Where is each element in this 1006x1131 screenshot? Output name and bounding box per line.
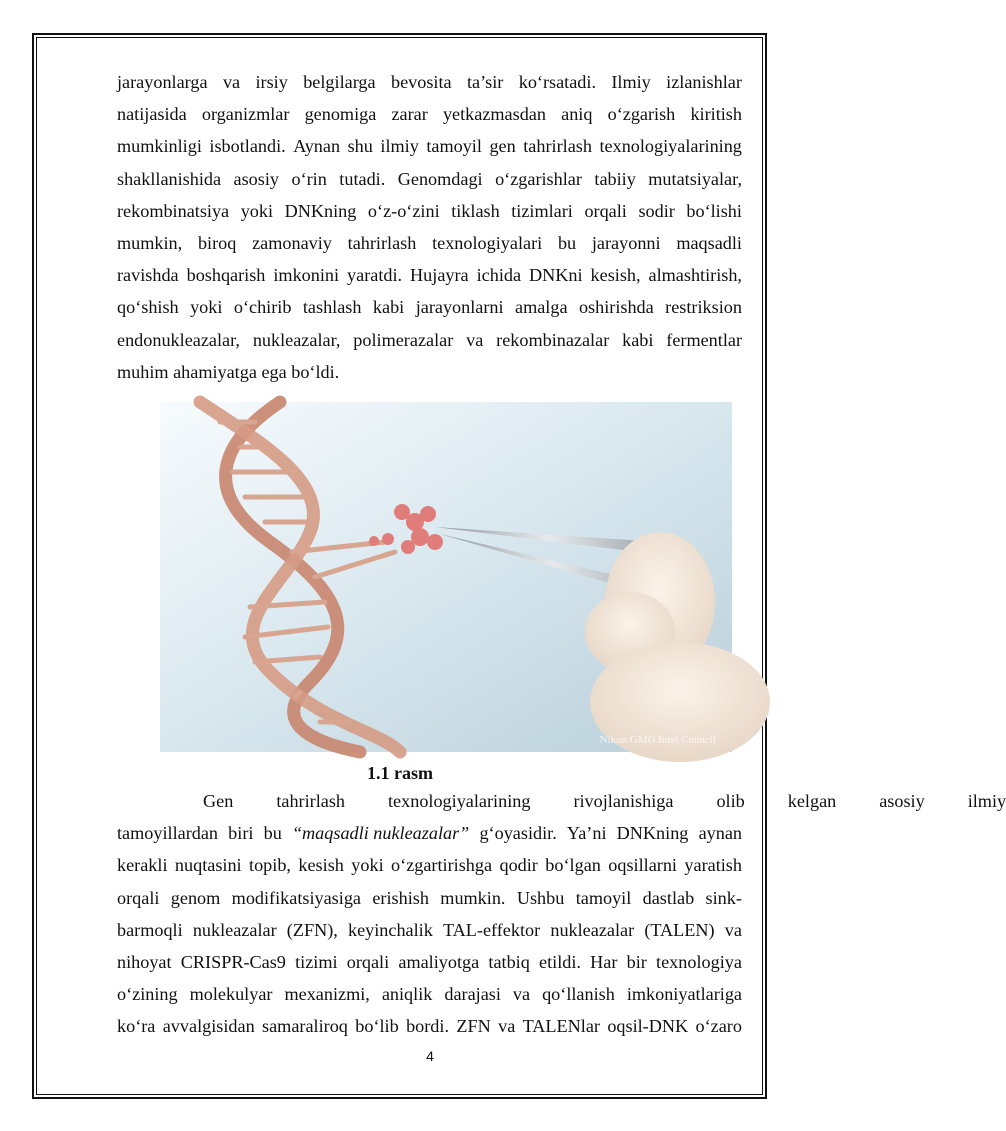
figure-watermark: Nikon GMO Intel Council [599, 734, 716, 746]
figure-caption: 1.1 rasm [367, 763, 433, 783]
text-line: shakllanishida asosiy o‘rin tutadi. Genomdagi o‘zgarishlar tabiiy mutatsiyalar, [117, 168, 742, 189]
italic-term: “maqsadli nukleazalar” [291, 823, 470, 844]
text-line: ravishda boshqarish imkonini yaratdi. Hujayra ichida DNKni kesish, almashtirish, [117, 265, 742, 286]
text-line: kerakli nuqtasini topib, kesish yoki o‘zgartirishga qodir bo‘lgan oqsillarni yaratish [117, 855, 742, 876]
text-line: jarayonlarga va irsiy belgilarga bevosita ta’sir ko‘rsatadi. Ilmiy izlanishlar [117, 72, 742, 92]
text-line: o‘zining molekulyar mexanizmi, aniqlik darajasi va qo‘llanish imkoniyatlariga [117, 984, 742, 1005]
text-line: orqali genom modifikatsiyasiga erishish mumkin. Ushbu tamoyil dastlab sink- [117, 887, 742, 908]
text-line: ko‘ra avvalgisidan samaraliroq bo‘lib bordi. ZFN va TALENlar oqsil-DNK o‘zaro [117, 1016, 742, 1037]
text-line: natijasida organizmlar genomiga zarar yetkazmasdan aniq o‘zgarish kiritish [117, 104, 742, 125]
page-number: 4 [426, 1048, 434, 1064]
dna-tweezers-figure [160, 402, 732, 752]
text-line: tamoyillardan biri bu “maqsadli nukleazalar” g‘oyasidir. Ya’ni DNKning aynan [117, 817, 742, 849]
text-line: nihoyat CRISPR-Cas9 tizimi orqali amaliyotga tatbiq etildi. Har bir texnologiya [117, 951, 742, 972]
text-line: qo‘shish yoki o‘chirib tashlash kabi jarayonlarni amalga oshirishda restriksion [117, 297, 742, 318]
text-line: Gen tahrirlash texnologiyalarining rivojlanishiga olib kelgan asosiy ilmiy [203, 791, 1006, 811]
text-line: mumkin, biroq zamonaviy tahrirlash texnologiyalari bu jarayonni maqsadli [117, 232, 742, 253]
text-line: barmoqli nukleazalar (ZFN), keyinchalik TAL-effektor nukleazalar (TALEN) va [117, 919, 742, 940]
paragraph-1 [117, 66, 742, 388]
text-line: muhim ahamiyatga ega bo‘ldi. [117, 361, 340, 382]
dna-helix-illustration [160, 402, 732, 752]
text-line: endonukleazalar, nukleazalar, polimerazalar va rekombinazalar kabi fermentlar [117, 329, 742, 350]
text-line: mumkinligi isbotlandi. Aynan shu ilmiy tamoyil gen tahrirlash texnologiyalarining [117, 136, 742, 157]
text-line: rekombinatsiya yoki DNKning o‘z-o‘zini tiklash tizimlari orqali sodir bo‘lishi [117, 200, 742, 221]
paragraph-2 [117, 785, 1006, 1043]
